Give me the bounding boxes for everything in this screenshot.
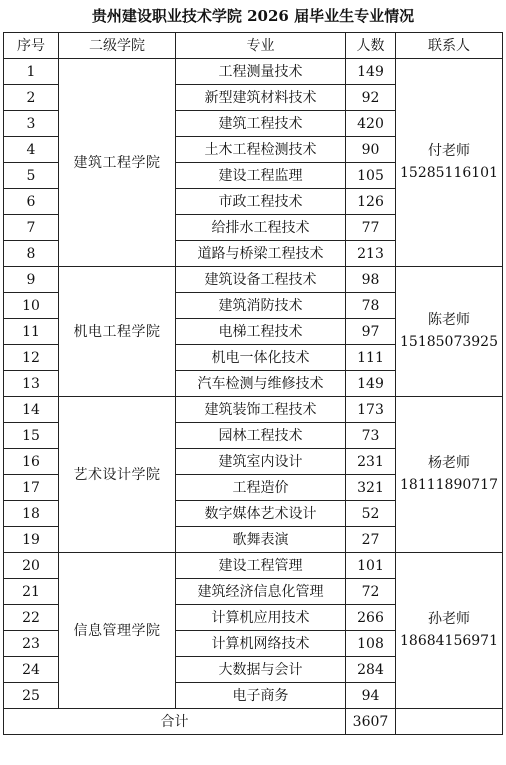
college-name: 建筑工程学院 [59,59,176,267]
student-count: 105 [346,163,396,189]
major-name: 大数据与会计 [176,657,346,683]
total-label: 合计 [4,709,346,735]
contact-cell [396,267,503,397]
header-major: 专业 [176,33,346,59]
major-name: 建筑设备工程技术 [176,267,346,293]
row-seq-number: 25 [4,683,59,709]
table-row [4,59,503,85]
header-contact: 联系人 [396,33,503,59]
row-seq-number: 8 [4,241,59,267]
contact-name: 付老师 [428,142,470,159]
contact-phone: 15185073925 [400,333,498,350]
header-row [4,33,503,59]
contact-name: 杨老师 [428,454,470,471]
contact-phone: 18111890717 [400,476,498,493]
total-count: 3607 [346,709,396,735]
contact-cell [396,553,503,709]
student-count: 52 [346,501,396,527]
student-count: 72 [346,579,396,605]
student-count: 321 [346,475,396,501]
student-count: 92 [346,85,396,111]
contact-cell [396,59,503,267]
row-seq-number: 3 [4,111,59,137]
row-seq-number: 9 [4,267,59,293]
major-name: 道路与桥梁工程技术 [176,241,346,267]
major-name: 计算机网络技术 [176,631,346,657]
student-count: 90 [346,137,396,163]
major-name: 建筑工程技术 [176,111,346,137]
row-seq-number: 20 [4,553,59,579]
major-name: 数字媒体艺术设计 [176,501,346,527]
row-seq-number: 13 [4,371,59,397]
major-name: 给排水工程技术 [176,215,346,241]
student-count: 101 [346,553,396,579]
graduate-majors-table [3,32,503,735]
major-name: 建筑经济信息化管理 [176,579,346,605]
row-seq-number: 4 [4,137,59,163]
student-count: 98 [346,267,396,293]
student-count: 94 [346,683,396,709]
student-count: 78 [346,293,396,319]
contact-name: 孙老师 [428,610,470,627]
student-count: 173 [346,397,396,423]
row-seq-number: 1 [4,59,59,85]
student-count: 266 [346,605,396,631]
major-name: 工程测量技术 [176,59,346,85]
total-contact-empty [396,709,503,735]
row-seq-number: 5 [4,163,59,189]
college-name: 机电工程学院 [59,267,176,397]
row-seq-number: 14 [4,397,59,423]
row-seq-number: 18 [4,501,59,527]
college-name: 信息管理学院 [59,553,176,709]
major-name: 汽车检测与维修技术 [176,371,346,397]
student-count: 231 [346,449,396,475]
student-count: 126 [346,189,396,215]
header-count: 人数 [346,33,396,59]
row-seq-number: 21 [4,579,59,605]
document-title: 贵州建设职业技术学院 2026 届毕业生专业情况 [91,7,415,25]
major-name: 歌舞表演 [176,527,346,553]
student-count: 77 [346,215,396,241]
major-name: 建设工程管理 [176,553,346,579]
row-seq-number: 23 [4,631,59,657]
row-seq-number: 17 [4,475,59,501]
table-row [4,553,503,579]
student-count: 27 [346,527,396,553]
row-seq-number: 15 [4,423,59,449]
student-count: 213 [346,241,396,267]
table-row [4,397,503,423]
contact-cell [396,397,503,553]
row-seq-number: 11 [4,319,59,345]
contact-phone: 18684156971 [400,632,498,649]
major-name: 土木工程检测技术 [176,137,346,163]
row-seq-number: 16 [4,449,59,475]
major-name: 电子商务 [176,683,346,709]
major-name: 工程造价 [176,475,346,501]
row-seq-number: 12 [4,345,59,371]
student-count: 111 [346,345,396,371]
major-name: 市政工程技术 [176,189,346,215]
table-row [4,267,503,293]
student-count: 284 [346,657,396,683]
header-seq: 序号 [4,33,59,59]
table-body [4,59,503,709]
major-name: 机电一体化技术 [176,345,346,371]
major-name: 建筑室内设计 [176,449,346,475]
row-seq-number: 19 [4,527,59,553]
row-seq-number: 24 [4,657,59,683]
row-seq-number: 10 [4,293,59,319]
student-count: 420 [346,111,396,137]
college-name: 艺术设计学院 [59,397,176,553]
row-seq-number: 7 [4,215,59,241]
total-row [4,709,503,735]
student-count: 73 [346,423,396,449]
major-name: 建筑消防技术 [176,293,346,319]
student-count: 149 [346,371,396,397]
header-college: 二级学院 [59,33,176,59]
row-seq-number: 2 [4,85,59,111]
major-name: 园林工程技术 [176,423,346,449]
major-name: 电梯工程技术 [176,319,346,345]
row-seq-number: 6 [4,189,59,215]
student-count: 108 [346,631,396,657]
major-name: 新型建筑材料技术 [176,85,346,111]
major-name: 建筑装饰工程技术 [176,397,346,423]
contact-name: 陈老师 [428,311,470,328]
student-count: 149 [346,59,396,85]
major-name: 建设工程监理 [176,163,346,189]
student-count: 97 [346,319,396,345]
contact-phone: 15285116101 [400,164,498,181]
row-seq-number: 22 [4,605,59,631]
major-name: 计算机应用技术 [176,605,346,631]
